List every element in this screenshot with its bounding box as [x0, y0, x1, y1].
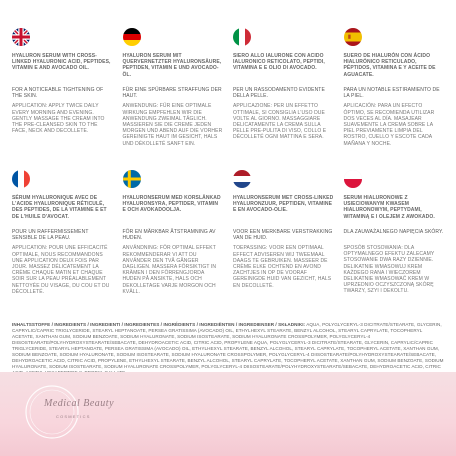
product-note: VOOR EEN MERKBARE VERSTRAKKING VAN DE HUID.	[233, 229, 333, 242]
application-text: APPLICAZIONE: PER UN EFFETTO OTTIMALE, SI CONSIGLIA L'USO DUE VOLTE AL GIORNO. MASSAGGIARE DELICATAMENTE LA CREMA SULLA PELLE PRE-PULITA DI VISO, COLLO E DÉCOLLETÉ OGNI MATTINA E SERA.	[233, 103, 327, 141]
application-text: TOEPASSING: VOOR EEN OPTIMAAL EFFECT ADVISEREN WIJ TWEEMAAL DAAGS TE GEBRUIKEN. MASSEER DE CRÈME ELKE OCHTEND EN AVOND ZACHTJES IN OP DE VOORAF GEREINIGDE HUID VAN GEZICHT, HALS EN DECOLLETÉ.	[233, 245, 332, 289]
product-heading: HYALURONSERUM MED KORSLÄNKAD HYALURONSYRA, PEPTIDER, VITAMIN E OCH AVOKADOOLJA.	[122, 195, 221, 214]
language-block-pl	[344, 170, 449, 295]
product-note: PARA UN NOTABLE ESTIRAMIENTO DE LA PIEL.	[343, 87, 440, 100]
brand-logo-icon	[20, 380, 84, 444]
language-grid-row-2	[12, 170, 448, 295]
italy-flag-icon	[233, 28, 251, 46]
uk-flag-icon	[12, 28, 30, 46]
product-note: DLA ZAUWAŻALNEGO NAPIĘCIA SKÓRY.	[343, 229, 444, 235]
product-heading: SUERO DE HIALURÓN CON ÁCIDO HIALURÓNICO RETICULADO, PÉPTIDOS, VITAMINA E Y ACEITE DE AGUACATE.	[343, 53, 436, 78]
application-text: APLICACIÓN: PARA UN EFECTO ÓPTIMO, SE RECOMIENDA UTILIZAR DOS VECES AL DÍA. MASAJEAR SUAVEMENTE LA CREMA SOBRE LA PIEL PREVIAMENTE LIMPIA DEL ROSTRO, CUELLO Y ESCOTE CADA MAÑANA Y NOCHE.	[343, 103, 435, 147]
product-heading: HYALURON SERUM WITH CROSS-LINKED HYALURONIC ACID, PEPTIDES, VITAMIN E AND AVOCADO OIL.	[12, 53, 111, 72]
language-block-sv	[123, 170, 228, 295]
language-block-fr	[12, 170, 117, 295]
product-note: PER UN RASSODAMENTO EVIDENTE DELLA PELLE.	[233, 87, 325, 100]
language-block-de	[123, 28, 228, 147]
ingredients-title: INHALTSSTOFFE / INGREDIENTS / INGREDIENTI / INGREDIENTES / INGRÉDIENTS / INGREDIËNTEN / INGREDIENSER / SKŁADNIKI:	[12, 322, 306, 327]
product-heading: HYALURON SERUM MIT QUERVERNETZTER HYALURONSÄURE, PEPTIDEN, VITAMIN E UND AVOCADO-ÖL.	[122, 53, 222, 78]
ingredients-section	[12, 322, 444, 376]
netherlands-flag-icon	[233, 170, 251, 188]
language-block-nl	[233, 170, 338, 295]
brand-subtitle: COSMETICS	[56, 414, 91, 419]
product-heading: SERUM HIALURONOWE Z USIECIOWANYM KWASEM HIALURONOWYM, PEPTYDAMI, WITAMINĄ E I OLEJEM Z AWOKADO.	[343, 195, 435, 220]
sweden-flag-icon	[123, 170, 141, 188]
application-text: SPOSÓB STOSOWANIA: DLA OPTYMALNEGO EFEKTU ZALECAMY STOSOWANIE DWA RAZY DZIENNIE. DELIKATNIE WMASOWUJ KREM KAŻDEGO RANA I WIECZOREM DELIKATNIE WMASOWAĆ KREM W UPRZEDNIO OCZYSZCZONĄ SKÓRĘ TWARZY, SZYI I DEKOLTU.	[343, 245, 435, 295]
language-grid-row-1	[12, 28, 448, 147]
brand-name: Medical Beauty	[44, 398, 115, 409]
product-heading: SIERO ALLO IALURONE CON ACIDO IALURONICO RETICOLATO, PEPTIDI, VITAMINA E E OLIO DI AVOCADO.	[233, 53, 325, 72]
product-note: FÖR EN MÄRKBAR ÅTSTRAMNING AV HUDEN.	[122, 229, 216, 242]
application-text: ANVÄNDNING: FÖR OPTIMAL EFFEKT REKOMMENDERAR VI ATT DU ANVÄNDER DEN TVÅ GÅNGER DAGLIGEN. MASSERA FÖRSIKTIGT IN KRÄMEN I DEN FÖRRENGJORDA HUDEN PÅ ANSIKTE, HALS OCH DEKOLLETAGE VARJE MORGON OCH KVÄLL.	[122, 245, 217, 295]
poland-flag-icon	[344, 170, 362, 188]
language-block-it	[233, 28, 338, 147]
product-heading: SÉRUM HYALURONIQUE AVEC DE L'ACIDE HYALURONIQUE RÉTICULÉ, DES PEPTIDES, DE LA VITAMINE E ET DE L'HUILE D'AVOCAT.	[12, 195, 107, 220]
application-text: APPLICATION: POUR UNE EFFICACITÉ OPTIMALE, NOUS RECOMMANDONS UNE APPLICATION DEUX FOIS PAR JOUR. MASSEZ DÉLICATEMENT LA CRÈME CHAQUE MATIN ET CHAQUE SOIR SUR LA PEAU PRÉALABLEMENT NETTOYÉE DU VISAGE, DU COU ET DU DÉCOLLETÉ.	[12, 245, 110, 295]
spain-flag-icon	[344, 28, 362, 46]
language-block-en	[12, 28, 117, 147]
germany-flag-icon	[123, 28, 141, 46]
france-flag-icon	[12, 170, 30, 188]
application-text: APPLICATION: APPLY TWICE DAILY EVERY MORNING AND EVENING. GENTLY MASSAGE THE CREAM INTO THE PRE-CLEANSED SKIN TO THE FACE, NECK AND DECOLLETE.	[12, 103, 105, 135]
application-text: ANWENDUNG: FÜR EINE OPTIMALE WIRKUNG EMPFEHLEN WIR DIE ANWENDUNG ZWEIMAL TÄGLICH. MASSIEREN SIE DIE CREME JEDEN MORGEN UND ABEND AUF DIE VORHER GEREINIGTE HAUT IM GESICHT, HALS UND DÉKOLLETÉ SANFT EIN.	[122, 103, 223, 147]
product-note: FÜR EINE SPÜRBARE STRAFFUNG DER HAUT.	[122, 87, 222, 100]
product-heading: HYALURONSERUM MET CROSS-LINKED HYALURONZUUR, PEPTIDEN, VITAMINE E EN AVOCADO-OLIE.	[233, 195, 334, 214]
product-note: POUR UN RAFFERMISSEMENT SENSIBLE DE LA PEAU.	[12, 229, 89, 242]
language-block-es	[344, 28, 449, 147]
product-note: FOR A NOTICEABLE TIGHTENING OF THE SKIN.	[12, 87, 104, 100]
ingredients-text: AQUA, POLYGLYCERYL-3 DICITRATE/STEARATE, GLYCERIN, CAPRYLIC/CAPRIC TRIGLYCERIDE, STEARYL HEPTANOATE, PERSEA GRATISSIMA (AVOCADO) OIL, ETHYLHEXYL STEARATE, BENZYL ALCOHOL, STEARYL CAPRYLATE, TOCOPHERYL ACETATE, XANTHAN GUM, SODIUM BENZOATE, SODIUM HYALURONATE, SODIUM ISOSTEARATE, SODIUM HYALURONATE CROSSPOLYMER, POLYGLYCERYL-4 DIISOSTEARATE/POLYHYDROXYSTEARATE/SEBACATE, DEHYDROACETIC ACID, CITRIC ACID, PROPYLENE AQUA, POLYGLYCERYL-3 DICITRATE/STEARATE, GLYCERIN, CAPRYLIC/CAPRIC TRIGLYCERIDE, STEARYL HEPTANOATE, PERSEA GRATISSIMA (AVOCADO) OIL, ETHYLHEXYL STEARATE, BENZYL ALCOHOL, STEARYL CAPRYLATE, TOCOPHERYL ACETATE, XANTHAN GUM, SODIUM BENZOATE, SODIUM HYALURONATE, SODIUM ISOSTEARATE, SODIUM HYALURONATE CROSSPOLYMER, POLYGLYCERYL-4 DIISOSTEARATE/POLYHYDROXYSTEARATE/SEBACATE, DEHYDROACETIC ACID, CITRIC ACID, PROPYLENE, ETHYLHEXYL STEARATE, BENZYL ALCOHOL, STEARYL CAPRYLATE, TOCOPHERYL ACETATE, XANTHAN GUM, SODIUM BENZOATE, SODIUM HYALURONATE, SODIUM ISOSTEARATE, SODIUM HYALURONATE CROSSPOLYMER, POLYGLYCERYL-4 DIISOSTEARATE/POLYHYDROXYSTEARATE/SEBACATE, DEHYDROACETIC ACID, CITRIC	[12, 322, 444, 369]
